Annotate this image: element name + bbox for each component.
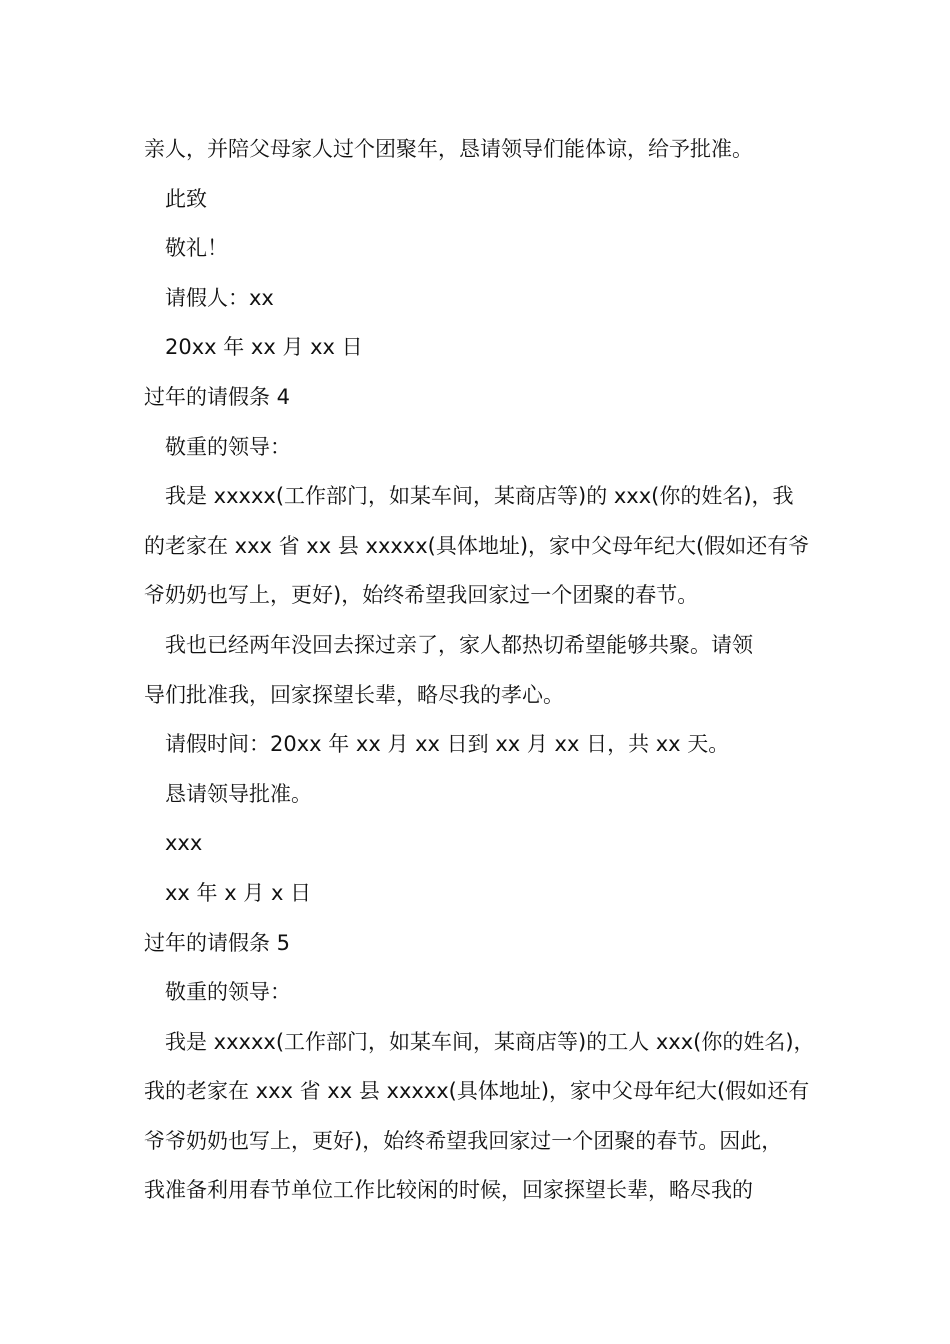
text-line: 导们批准我，回家探望长辈，略尽我的孝心。 (144, 682, 564, 707)
text-line: 爷爷奶奶也写上，更好)，始终希望我回家过一个团聚的春节。因此， (144, 1128, 783, 1153)
greeting: 敬重的领导： (165, 980, 291, 1005)
signature-name: xxx (165, 831, 203, 856)
signature-date: xx 年 x 月 x 日 (165, 880, 312, 905)
text-line: 我准备利用春节单位工作比较闲的时候，回家探望长辈，略尽我的 (144, 1178, 753, 1203)
section-title-5: 过年的请假条 5 (144, 930, 291, 955)
section-title-4: 过年的请假条 4 (144, 384, 291, 409)
text-line: 的老家在 xxx 省 xx 县 xxxxx(具体地址)，家中父母年纪大(假如还有爷 (144, 533, 810, 558)
document-body (144, 125, 824, 1216)
text-line: 我是 xxxxx(工作部门，如某车间，某商店等)的工人 xxx(你的姓名)， (165, 1029, 815, 1054)
text-line: 我的老家在 xxx 省 xx 县 xxxxx(具体地址)，家中父母年纪大(假如还有 (144, 1079, 810, 1104)
closing-respect: 敬礼！ (165, 236, 228, 261)
signature-applicant: 请假人：xx (165, 285, 274, 310)
request-approval: 恳请领导批准。 (165, 781, 312, 806)
text-line: 亲人，并陪父母家人过个团聚年，恳请领导们能体谅，给予批准。 (144, 137, 753, 161)
greeting: 敬重的领导： (165, 434, 291, 459)
leave-period: 请假时间：20xx 年 xx 月 xx 日到 xx 月 xx 日，共 xx 天。 (165, 732, 730, 757)
text-line: 我也已经两年没回去探过亲了，家人都热切希望能够共聚。请领 (165, 632, 753, 657)
text-line: 我是 xxxxx(工作部门，如某车间，某商店等)的 xxx(你的姓名)，我 (165, 484, 794, 509)
text-line: 爷奶奶也写上，更好)，始终希望我回家过一个团聚的春节。 (144, 583, 699, 608)
closing-salutation: 此致 (165, 186, 207, 211)
signature-date: 20xx 年 xx 月 xx 日 (165, 335, 363, 360)
